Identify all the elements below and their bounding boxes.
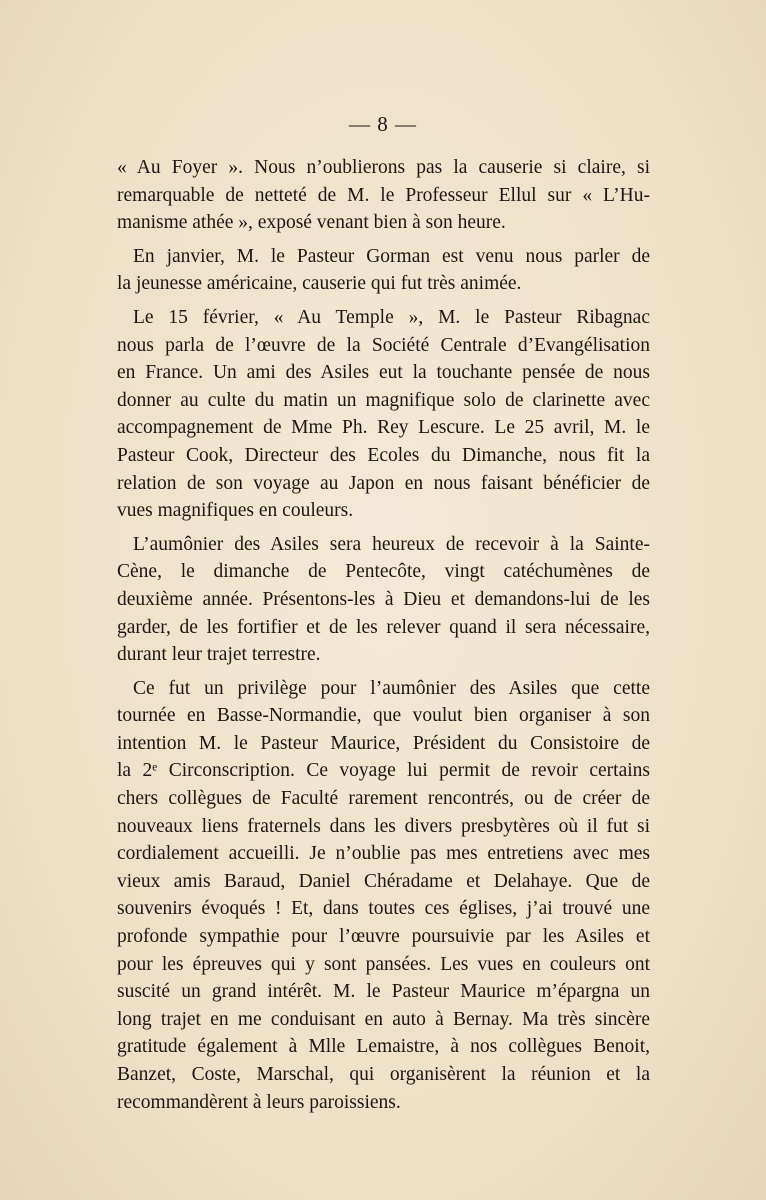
text-line: L’aumônier des Asiles sera heureux de recevoir à la Sainte- <box>133 533 650 555</box>
text-line: gratitude également à Mlle Lemaistre, à nos collègues Benoit, <box>117 1036 650 1058</box>
text-line: « Au Foyer ». Nous n’oublierons pas la causerie si claire, si <box>117 157 650 178</box>
text-line: donner au culte du matin un magnifique solo de clarinette avec <box>117 389 650 411</box>
text-line: accompagnement de Mme Ph. Rey Lescure. Le 25 avril, M. le <box>117 417 650 439</box>
text-line: pour les épreuves qui y sont pansées. Les vues en couleurs ont <box>117 953 650 975</box>
paragraph <box>117 154 650 237</box>
page-number: — 8 — <box>349 112 417 136</box>
text-line: la jeunesse américaine, causerie qui fut très animée. <box>117 273 522 295</box>
text-line: Ce fut un privilège pour l’aumônier des Asiles que cette <box>133 677 650 699</box>
paragraph <box>117 243 650 298</box>
text-line: Pasteur Cook, Directeur des Ecoles du Dimanche, nous fit la <box>117 444 650 466</box>
text-line: la 2ᵉ Circonscription. Ce voyage lui permit de revoir certains <box>117 760 650 782</box>
paragraph <box>117 675 650 1117</box>
text-line: durant leur trajet terrestre. <box>117 644 321 666</box>
text-line: recommandèrent à leurs paroissiens. <box>117 1091 401 1113</box>
paragraph <box>117 531 650 669</box>
text-line: en France. Un ami des Asiles eut la touchante pensée de nous <box>117 362 650 384</box>
text-line: Cène, le dimanche de Pentecôte, vingt catéchumènes de <box>117 561 650 583</box>
text-line: intention M. le Pasteur Maurice, Président du Consistoire de <box>117 732 650 754</box>
text-line: vieux amis Baraud, Daniel Chéradame et Delahaye. Que de <box>117 870 650 892</box>
text-line: profonde sympathie pour l’œuvre poursuivie par les Asiles et <box>117 926 650 948</box>
body-text <box>117 154 650 1122</box>
text-line: En janvier, M. le Pasteur Gorman est venu nous parler de <box>133 245 650 267</box>
text-line: nouveaux liens fraternels dans les divers presbytères où il fut si <box>117 815 650 837</box>
text-line: souvenirs évoqués ! Et, dans toutes ces églises, j’ai trouvé une <box>117 898 650 920</box>
text-line: Le 15 février, « Au Temple », M. le Pasteur Ribagnac <box>133 306 650 328</box>
text-line: vues magnifiques en couleurs. <box>117 500 354 522</box>
text-line: manisme athée », exposé venant bien à son heure. <box>117 212 506 234</box>
text-line: remarquable de netteté de M. le Professeur Ellul sur « L’Hu- <box>117 184 650 206</box>
text-line: chers collègues de Faculté rarement rencontrés, ou de créer de <box>117 788 650 810</box>
text-line: suscité un grand intérêt. M. le Pasteur Maurice m’épargna un <box>117 981 650 1003</box>
text-line: relation de son voyage au Japon en nous faisant bénéficier de <box>117 472 650 494</box>
text-line: deuxième année. Présentons-les à Dieu et demandons-lui de les <box>117 588 650 610</box>
paragraph <box>117 304 650 525</box>
text-line: Banzet, Coste, Marschal, qui organisèrent la réunion et la <box>117 1064 650 1085</box>
text-line: cordialement accueilli. Je n’oublie pas mes entretiens avec mes <box>117 843 650 865</box>
text-line: garder, de les fortifier et de les relever quand il sera nécessaire, <box>117 616 650 638</box>
text-line: nous parla de l’œuvre de la Société Centrale d’Evangélisation <box>117 334 650 356</box>
text-line: long trajet en me conduisant en auto à Bernay. Ma très sincère <box>117 1008 650 1030</box>
text-line: tournée en Basse-Normandie, que voulut bien organiser à son <box>117 705 650 727</box>
